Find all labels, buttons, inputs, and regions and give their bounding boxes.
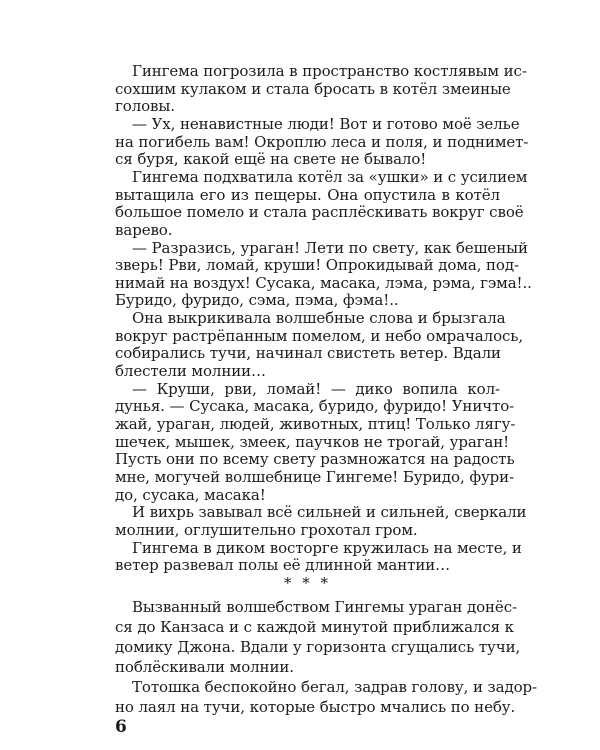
section-separator: * * * <box>283 574 332 592</box>
text-line: Пусть они по всему свету размножатся на радость <box>115 450 515 468</box>
text-line: молнии, оглушительно грохотал гром. <box>115 521 418 539</box>
text-line: до, сусака, масака! <box>115 486 266 504</box>
text-line: Она выкрикивала волшебные слова и брызгала <box>132 309 506 327</box>
text-line: вокруг растрёпанным помелом, и небо омрачалось, <box>115 327 524 345</box>
text-line: ся до Канзаса и с каждой минутой приближался к <box>115 618 514 636</box>
text-line: шечек, мышек, змеек, паучков не трогай, ураган! <box>115 433 510 451</box>
text-line: но лаял на тучи, которые быстро мчались по небу. <box>115 698 516 716</box>
text-line: ся буря, какой ещё на свете не бывало! <box>115 150 427 168</box>
text-line: И вихрь завывал всё сильней и сильней, сверкали <box>132 503 527 521</box>
text-line: — Ух, ненавистные люди! Вот и готово моё зелье <box>132 115 520 133</box>
text-line: варево. <box>115 221 173 239</box>
text-line: блестели молнии… <box>115 362 266 380</box>
text-line: ветер развевал полы её длинной мантии… <box>115 556 451 574</box>
text-line: Гингема в диком восторге кружилась на месте, и <box>132 539 522 557</box>
text-line: Тотошка беспокойно бегал, задрав голову, и задор- <box>132 678 538 696</box>
text-line: нимай на воздух! Сусака, масака, лэма, рэма, гэма!.. <box>115 274 532 292</box>
text-line: зверь! Рви, ломай, круши! Опрокидывай дома, под- <box>115 256 519 274</box>
text-line: Вызванный волшебством Гингемы ураган донёс- <box>132 598 517 616</box>
text-line: головы. <box>115 97 175 115</box>
text-line: собирались тучи, начинал свистеть ветер. Вдали <box>115 344 501 362</box>
text-line: — Разразись, ураган! Лети по свету, как бешеный <box>132 239 528 257</box>
text-line: дунья. — Сусака, масака, буридо, фуридо! Уничто- <box>115 397 515 415</box>
page-number: 6 <box>115 717 127 737</box>
text-line: мне, могучей волшебнице Гингеме! Буридо, фури- <box>115 468 515 486</box>
text-line: сохшим кулаком и стала бросать в котёл змеиные <box>115 80 511 98</box>
text-line: поблёскивали молнии. <box>115 658 294 676</box>
text-line: Гингема подхватила котёл за «ушки» и с усилием <box>132 168 528 186</box>
text-line: Буридо, фуридо, сэма, пэма, фэма!.. <box>115 291 399 309</box>
text-line: домику Джона. Вдали у горизонта сгущались тучи, <box>115 638 521 656</box>
text-line: большое помело и стала расплёскивать вокруг своё <box>115 203 524 221</box>
text-line: Гингема погрозила в пространство костлявым ис- <box>132 62 527 80</box>
text-line: — Круши, рви, ломай! — дико вопила кол- <box>132 380 500 398</box>
text-line: жай, ураган, людей, животных, птиц! Только лягу- <box>115 415 516 433</box>
text-line: на погибель вам! Окроплю леса и поля, и поднимет- <box>115 133 529 151</box>
text-line: вытащила его из пещеры. Она опустила в котёл <box>115 186 500 204</box>
